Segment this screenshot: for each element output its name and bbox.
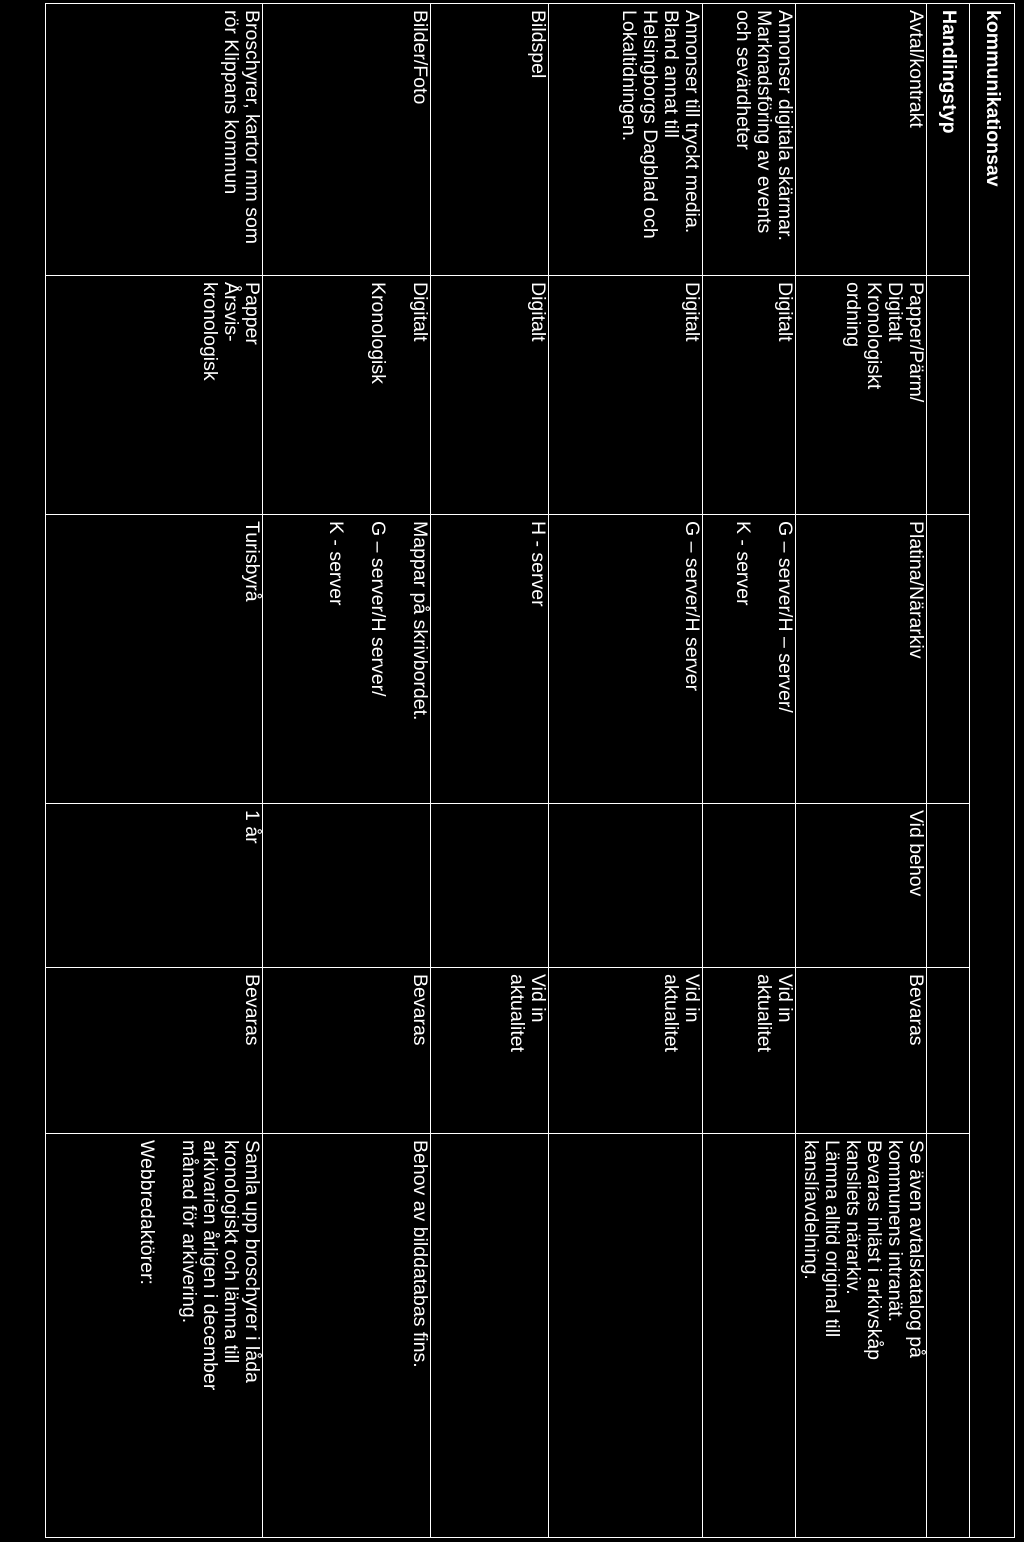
column-header: [927, 1134, 970, 1538]
table-cell: Digitalt: [549, 276, 703, 515]
table-cell: G – server/H – server/ K - server: [703, 515, 796, 804]
table-cell: Bildspel: [431, 4, 549, 276]
column-header: [927, 804, 970, 968]
table-cell: Broschyrer, kartor mm som rör Klippans kommun: [46, 4, 263, 276]
table-cell: Annonser till tryckt media. Bland annat till Helsingborgs Dagblad och Lokaltidningen.: [549, 4, 703, 276]
table-cell: Digitalt Kronologisk: [263, 276, 431, 515]
table-cell: Vid in aktualitet: [431, 968, 549, 1134]
table-cell: Digitalt: [703, 276, 796, 515]
table-cell: Bevaras: [796, 968, 927, 1134]
table-cell: Vid behov: [796, 804, 927, 968]
table-row: [796, 4, 927, 1538]
table-cell: Bilder/Foto: [263, 4, 431, 276]
table-cell: Vid in aktualitet: [549, 968, 703, 1134]
table-cell: [263, 804, 431, 968]
table-cell: Vid in aktualitet: [703, 968, 796, 1134]
table-cell: [703, 804, 796, 968]
table-row: [263, 4, 431, 1538]
table-cell: [431, 1134, 549, 1538]
table-title: kommunikationsav: [970, 4, 1015, 1538]
table-cell: Behov av bilddatabas fins.: [263, 1134, 431, 1538]
table-cell: Papper Årsvis- kronologisk: [46, 276, 263, 515]
table-cell: [703, 1134, 796, 1538]
table-cell: Bevaras: [46, 968, 263, 1134]
table-row: [431, 4, 549, 1538]
column-header: [927, 968, 970, 1134]
table-cell: Annonser digitala skärmar. Marknadsföring av events och sevärdheter: [703, 4, 796, 276]
table-cell: Avtal/kontrakt: [796, 4, 927, 276]
table-row: [46, 4, 263, 1538]
table-cell: [549, 804, 703, 968]
records-table: [45, 3, 1015, 1538]
table-cell: Bevaras: [263, 968, 431, 1134]
table-cell: Mappar på skrivbordet. G – server/H server/ K - server: [263, 515, 431, 804]
table-cell: Samla upp broschyrer i låda kronologiskt och lämna till arkivarien årligen i december månad för arkivering. Webbredaktörer:: [46, 1134, 263, 1538]
table-cell: G – server/H server: [549, 515, 703, 804]
table-cell: Se även avtalskatalog på kommunens intranät. Bevaras inläst i arkivskåp kansliets närarkiv. Lämna alltid original till kanslíavdelning.: [796, 1134, 927, 1538]
column-header: [927, 515, 970, 804]
table-cell: 1 år: [46, 804, 263, 968]
table-cell: Digitalt: [431, 276, 549, 515]
column-header: Handlingstyp: [927, 4, 970, 276]
table-cell: [431, 804, 549, 968]
table-row: [549, 4, 703, 1538]
table-header-row: [927, 4, 970, 1538]
table-title-row: [970, 4, 1015, 1538]
table-cell: Turisbyrå: [46, 515, 263, 804]
table-row: [703, 4, 796, 1538]
table-cell: H - server: [431, 515, 549, 804]
column-header: [927, 276, 970, 515]
table-cell: [549, 1134, 703, 1538]
table-cell: Platina/Närarkiv: [796, 515, 927, 804]
table-cell: Papper/Pärm/ Digitalt Kronologiskt ordning: [796, 276, 927, 515]
